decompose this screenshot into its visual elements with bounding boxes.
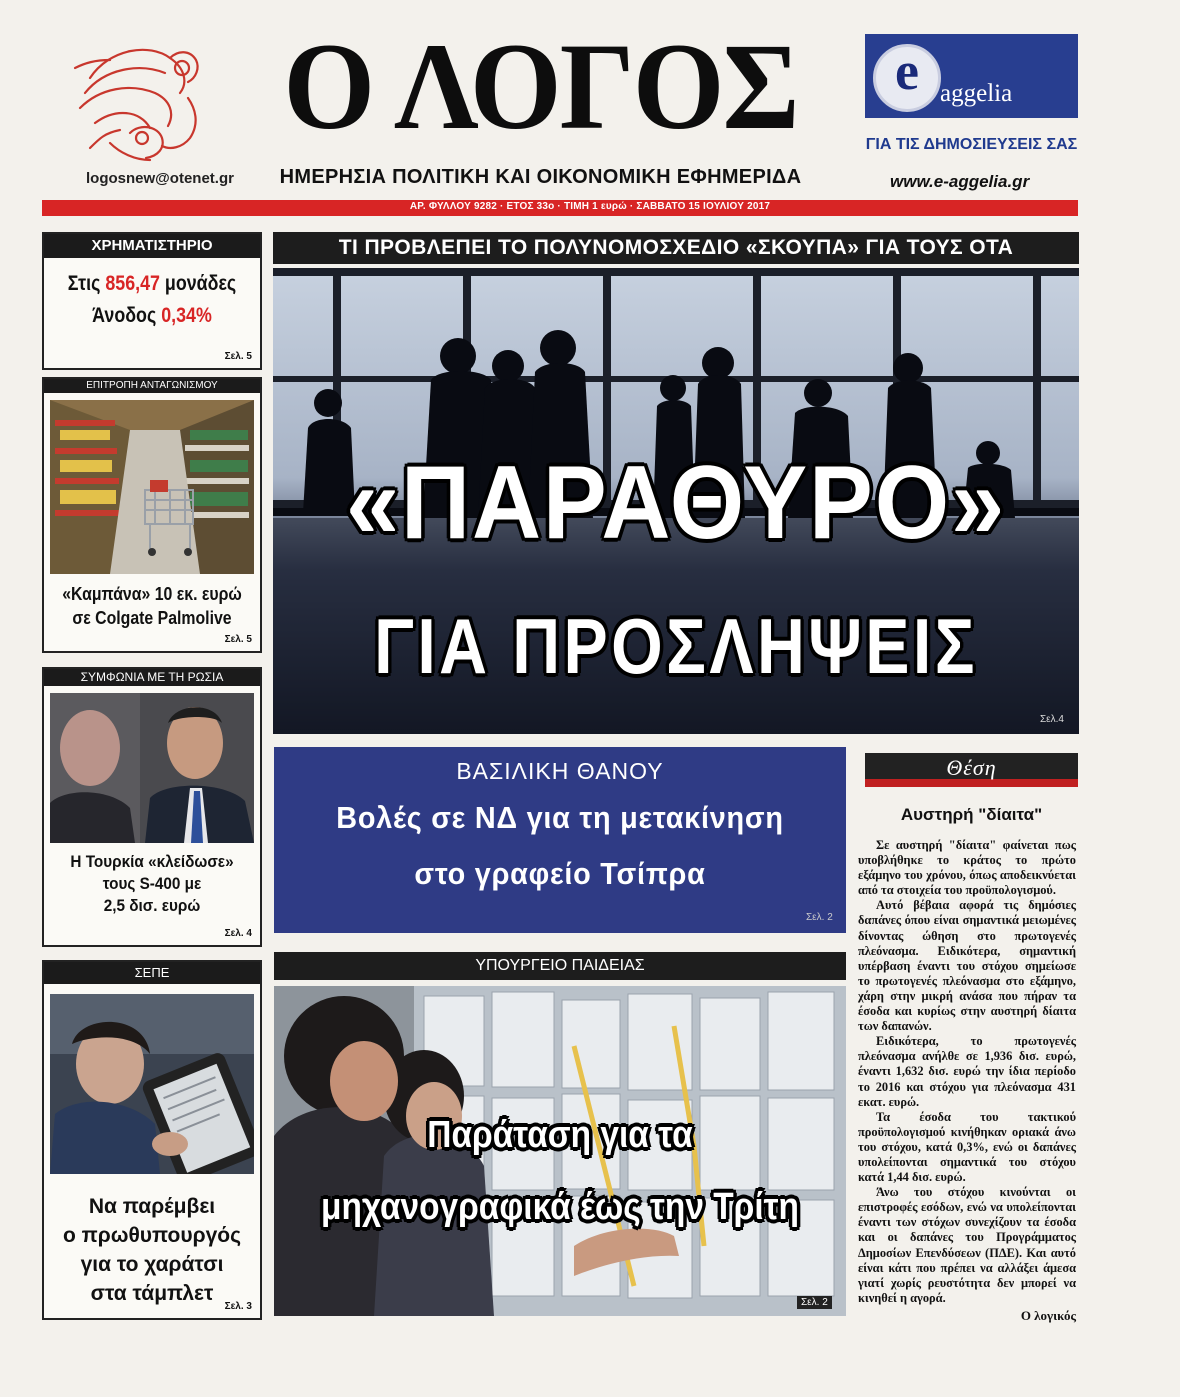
market-box-head: ΧΡΗΜΑΤΙΣΤΗΡΙΟ [44,234,260,258]
market-change-line: Άνοδος 0,34% [92,304,212,327]
e-aggelia-logo-letter: e [895,41,919,101]
issue-info: ΑΡ. ΦΥΛΛΟΥ 9282 · ΕΤΟΣ 33ο · ΤΙΜΗ 1 ευρώ · ΣΑΒΒΑΤΟ 15 ΙΟΥΛΙΟΥ 2017 [409,201,771,212]
e-aggelia-url: www.e-aggelia.gr [890,172,1030,191]
sepe-box [42,960,262,1320]
page-ref: Σελ. 5 [224,634,252,645]
e-aggelia-tagline: ΓΙΑ ΤΙΣ ΔΗΜΟΣΙΕΥΣΕΙΣ ΣΑΣ [865,136,1078,153]
thanou-headline-1: Βολές σε ΝΔ για τη μετακίνηση [336,800,784,835]
column-headline: Αυστηρή "δίαιτα" [900,805,1043,824]
page-ref: Σελ. 2 [797,1296,832,1309]
russia-box [42,667,262,947]
russia-kicker: ΣΥΜΦΩΝΙΑ ΜΕ ΤΗ ΡΩΣΙΑ [44,669,260,686]
education-headline-2: μηχανογραφικά έως την Τρίτη [321,1186,799,1228]
lead-headline-sub: ΓΙΑ ΠΡΟΣΛΗΨΕΙΣ [374,602,978,690]
newspaper-title: Ο ΛΟΓΟΣ [283,17,798,156]
competition-kicker: ΕΠΙΤΡΟΠΗ ΑΝΤΑΓΩΝΙΣΜΟΥ [44,379,260,393]
lead-headline-main: «ΠΑΡΑΘΥΡΟ» [345,445,1007,561]
leaders-photo [50,693,254,843]
sepe-headline: Να παρέμβει ο πρωθυπουργός για το χαράτσι στα τάμπλετ [62,1195,241,1305]
education-headline-1: Παράταση για τα [427,1114,693,1156]
lead-kicker: ΤΙ ΠΡΟΒΛΕΠΕΙ ΤΟ ΠΟΛΥΝΟΜΟΣΧΕΔΙΟ «ΣΚΟΥΠΑ» ΓΙΑ ΤΟΥΣ ΟΤΑ [273,232,1079,264]
newspaper-subtitle: ΗΜΕΡΗΣΙΑ ΠΟΛΙΤΙΚΗ ΚΑΙ ΟΙΚΟΝΟΜΙΚΗ ΕΦΗΜΕΡΙΔΑ [279,166,802,188]
newspaper-logo-illustration [70,38,210,168]
market-index-value: 856,47 [105,272,160,295]
competition-headline: «Καμπάνα» 10 εκ. ευρώ σε Colgate Palmolive [62,584,242,628]
thanou-kicker: ΒΑΣΙΛΙΚΗ ΘΑΝΟΥ [456,758,664,784]
tablet-photo [50,994,254,1174]
column-signature: Ο λογικός [1020,1307,1076,1323]
e-aggelia-logo-word: aggelia [940,80,1013,107]
page-ref: Σελ. 4 [224,928,252,939]
column-paragraph: Τα έσοδα του τακτικού προϋπολογισμού κινήθηκαν οριακά άνω του στόχου, κατά 0,3%, ενώ οι δαπάνες υπολείπονται σημαντικά του στόχου κατά 1,44 δισ. ευρώ. [858,1109,1076,1185]
page-ref: Σελ. 3 [224,1301,252,1312]
column-paragraph: Αυτό βέβαια αφορά τις δημόσιες δαπάνες όπου είναι σημαντικά μειωμένες δίνοντας ώθηση στο πρωτογενές πλεόνασμα. Ειδικότερα, σημαντική υπέρβαση έναντι του στόχου σημείωσε το πρωτογενές πλεόνασμα στο εξάμηνο, χάρη στην μικρή ανάσα που πήραν τα έσοδα και κυρίως στην αυστηρή δίαιτα των δαπανών. [858,898,1076,1034]
thanou-headline-2: στο γραφείο Τσίπρα [414,856,706,891]
sepe-kicker: ΣΕΠΕ [44,962,260,984]
competition-box [42,377,262,653]
market-change-value: 0,34% [161,304,212,327]
column-paragraph: Άνω του στόχου κινούνται οι επιστροφές εσόδων, ενώ να υπολείπονται έναντι των στόχων συνεχίζουν τα έσοδα και οι δαπάνες του Προγράμματος Δημοσίων Επενδύσεων (ΠΔΕ). Και αυτό είναι κάτι που πρέπει να αλλάξει άμεσα γιατί χωρίς ρευστότητα δεν μπορεί να κινηθεί η αγορά. [858,1185,1076,1305]
column-paragraph: Ειδικότερα, το πρωτογενές πλεόνασμα ανήλθε σε 1,936 δισ. ευρώ, έναντι 1,632 δισ. ευρώ την ίδια περίοδο το 2016 και στόχου για πλεόνασμα 431 εκατ. ευρώ. [858,1034,1076,1109]
market-index-line: Στις 856,47 μονάδες [67,272,237,295]
page-ref: Σελ.4 [1040,714,1064,725]
contact-email: logosnew@otenet.gr [86,170,234,187]
market-box [42,232,262,370]
education-kicker: ΥΠΟΥΡΓΕΙΟ ΠΑΙΔΕΙΑΣ [274,952,846,980]
column-paragraph: Σε αυστηρή "δίαιτα" φαίνεται πως υποβλήθηκε το κράτος το πρώτο εξάμηνο του χρόνου, όπως αποδεικνύεται από τα στοιχεία του προϋπολογισμού. [858,838,1076,898]
page-ref: Σελ. 5 [224,351,252,362]
page-ref: Σελ. 2 [806,912,833,923]
russia-headline: Η Τουρκία «κλείδωσε» τους S-400 με 2,5 δισ. ευρώ [70,852,234,915]
column-label: Θέση [946,755,997,780]
supermarket-photo [50,400,254,574]
column-body [858,838,1076,1323]
